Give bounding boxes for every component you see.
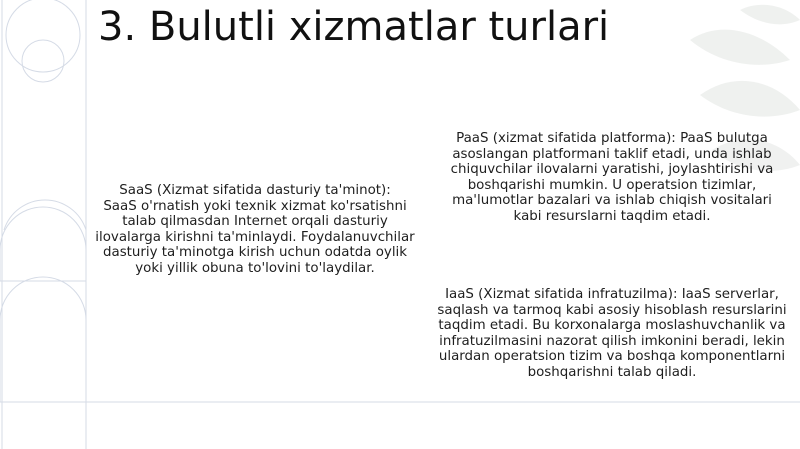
saas-body: SaaS o'rnatish yoki texnik xizmat ko'rsatishni talab qilmasdan Internet orqali dasturiy ilovalarga kirishni ta'minlaydi. Foydalanuvchilar dasturiy ta'minotga kirish uchun odatda oylik yoki yillik obuna to'lovini to'laydilar.	[95, 198, 415, 276]
saas-text-block	[92, 183, 418, 277]
paas-text-block	[437, 131, 787, 225]
arch-top-partial	[4, 200, 86, 230]
circle-outer	[6, 0, 80, 72]
arch-upper	[0, 207, 86, 281]
slide-title: 3. Bulutli xizmatlar turlari	[98, 4, 610, 50]
iaas-text-block	[437, 287, 787, 381]
circle-inner	[22, 40, 64, 82]
arch-lower	[0, 277, 86, 402]
iaas-body: IaaS (Xizmat sifatida infratuzilma): IaaS serverlar, saqlash va tarmoq kabi asosiy hisoblash resurslarini taqdim etadi. Bu korxonalarga moslashuvchanlik va infratuzilmasini nazorat qilish imkonini beradi, lekin ulardan operatsion tizim va boshqa komponentlarni boshqarishni talab qiladi.	[437, 287, 787, 380]
saas-heading: SaaS (Xizmat sifatida dasturiy ta'minot):	[119, 183, 391, 198]
paas-body: PaaS (xizmat sifatida platforma): PaaS bulutga asoslangan platformani taklif etadi, unda ishlab chiquvchilar ilovalarni yaratishi, joylashtirishi va boshqarishi mumkin. U operatsion tizimlar, ma'lumotlar bazalari va ishlab chiqish vositalari kabi resurslarni taqdim etadi.	[450, 131, 774, 224]
